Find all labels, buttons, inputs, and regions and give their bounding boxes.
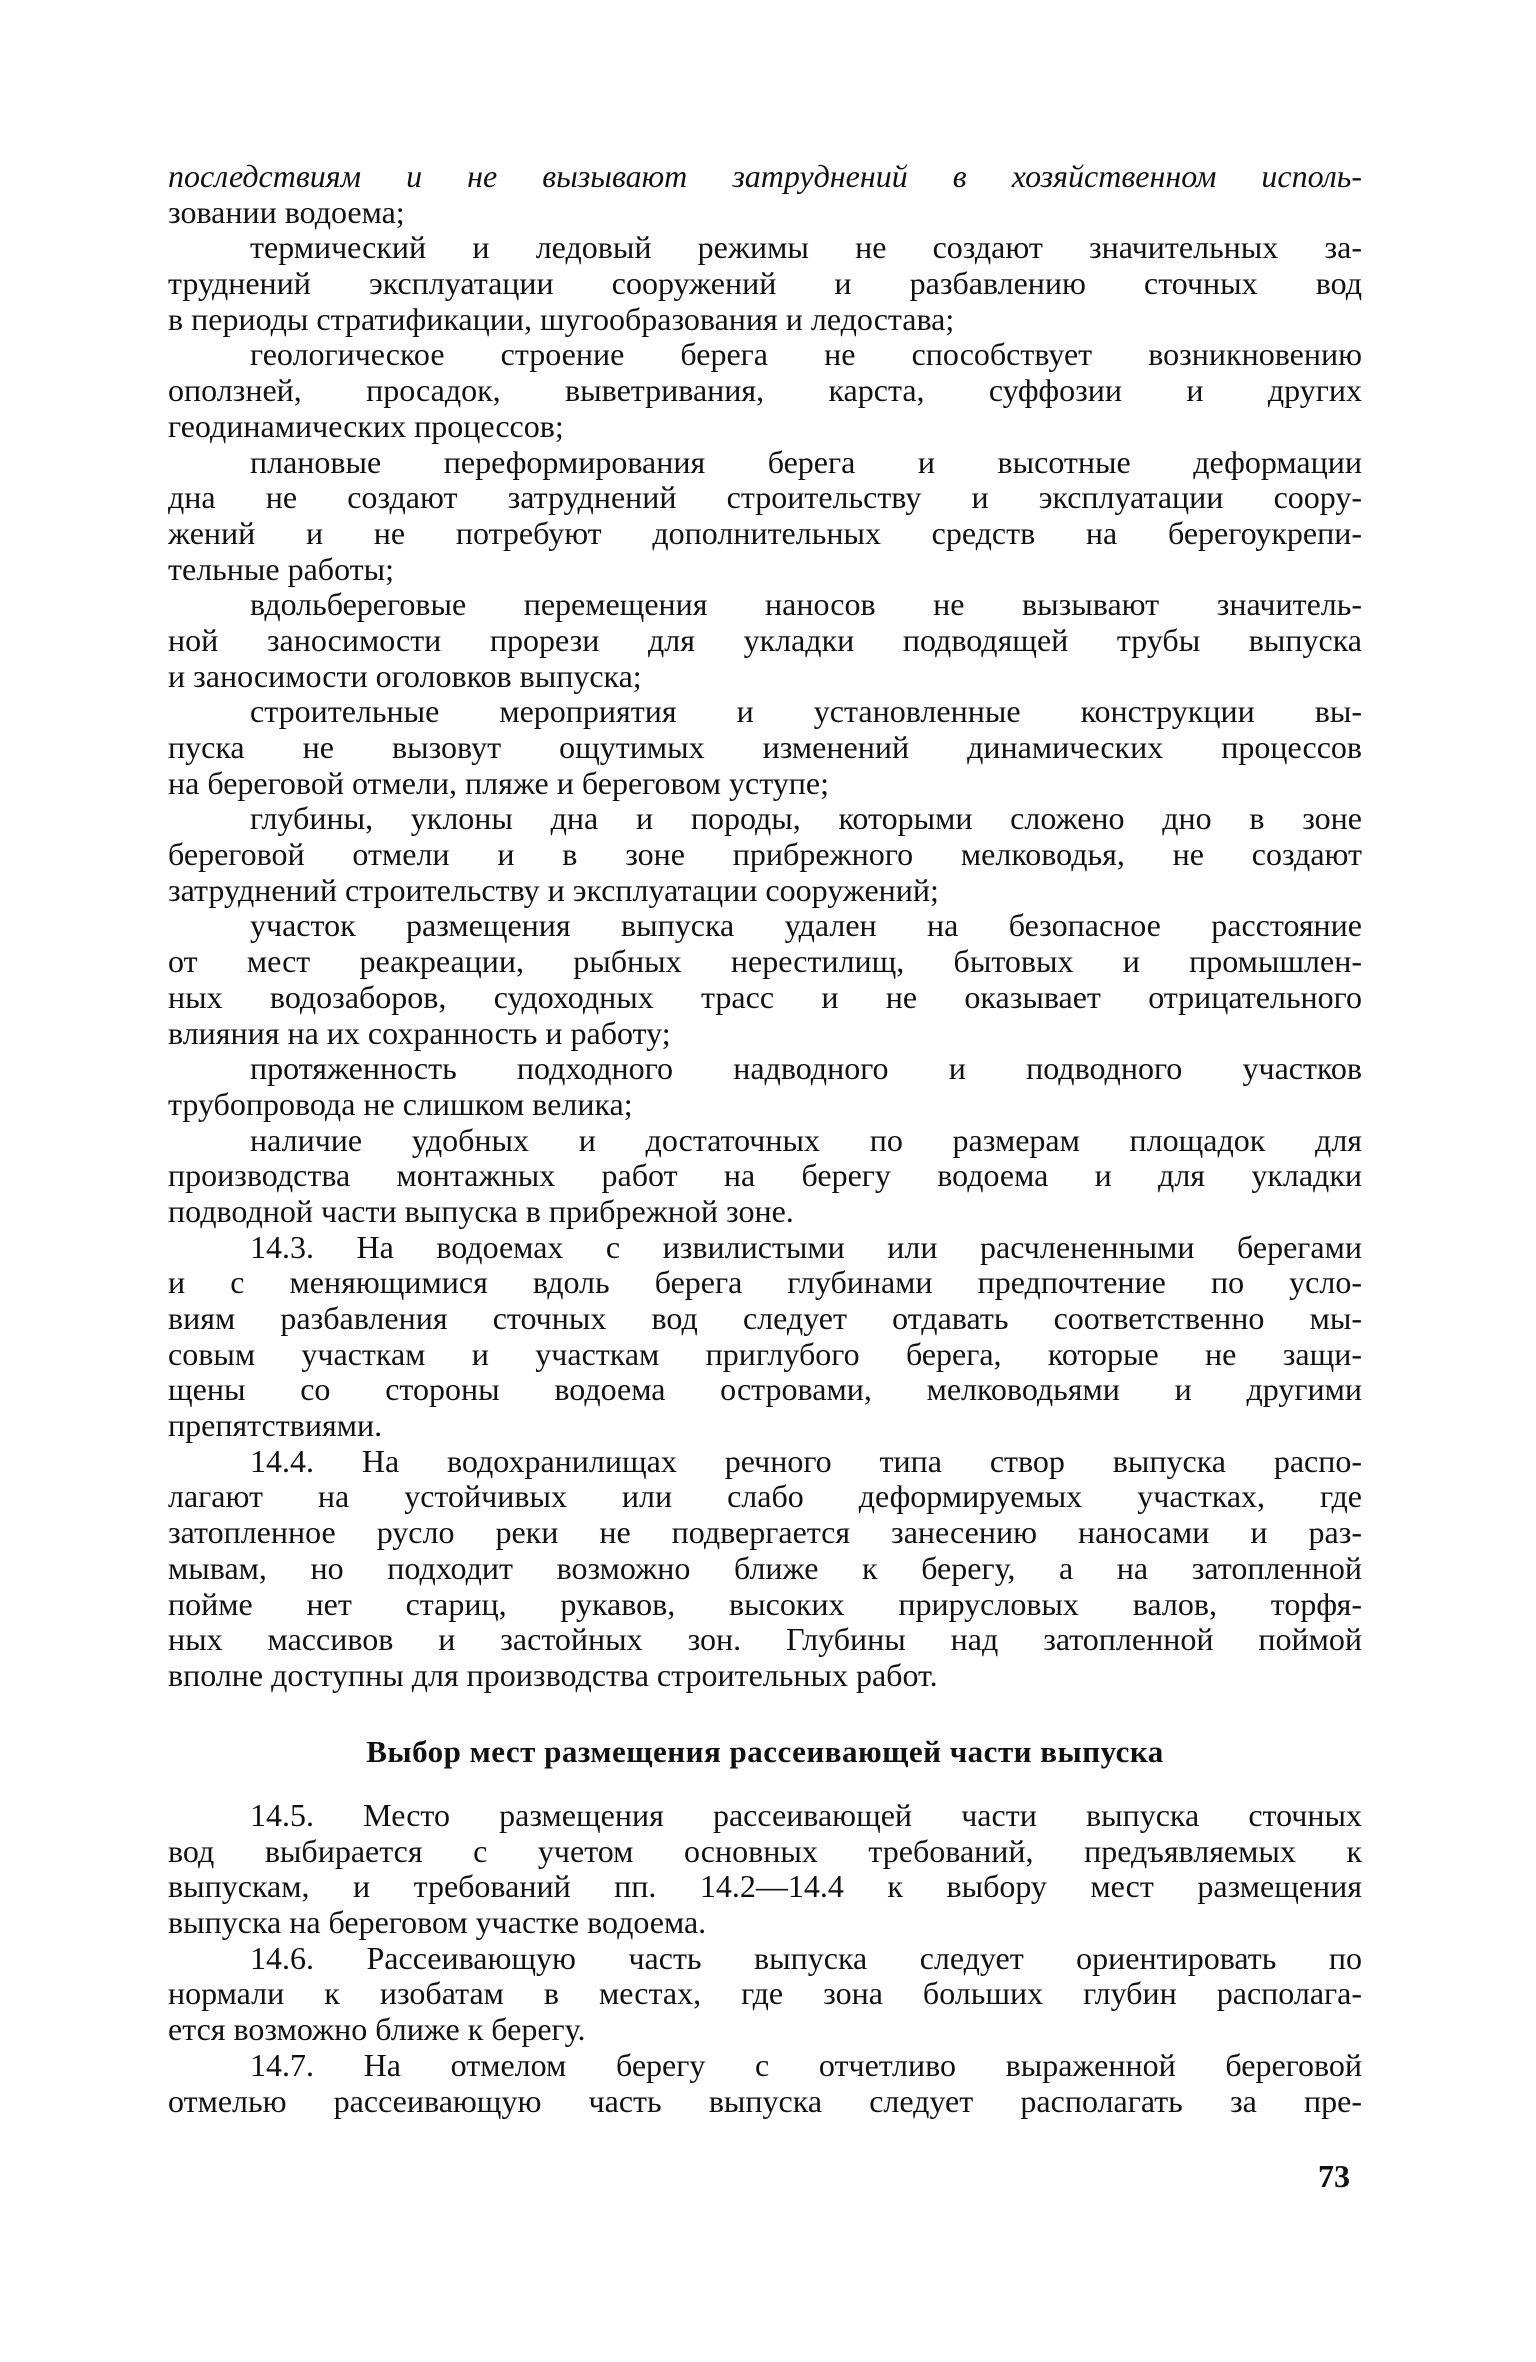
paragraph [168,2048,1362,2119]
text-line: дна не создают затруднений строительству и эксплуатации соору- [168,480,1362,516]
text-line: пуска не вызовут ощутимых изменений динамических процессов [168,730,1362,765]
text-line: в периоды стратификации, шугообразования и ледостава; [168,301,955,337]
text-line: протяженность подходного надводного и подводного участков [250,1051,1362,1087]
text-line: плановые переформирования берега и высотные деформации [250,444,1362,480]
paragraph [168,445,1362,588]
text-line: трубопровода не слишком велика; [168,1086,633,1122]
text-line: 14.5. Место размещения рассеивающей части выпуска сточных [250,1798,1362,1833]
paragraph [168,1051,1362,1122]
text-line: труднений эксплуатации сооружений и разбавлению сточных вод [168,266,1362,302]
paragraph [168,1798,1362,1941]
text-line: геодинамических процессов; [168,408,564,444]
text-line: 14.7. На отмелом берегу с отчетливо выраженной береговой [250,2047,1362,2083]
text-line: мывам, но подходит возможно ближе к берегу, а на затопленной [168,1550,1362,1586]
paragraph [168,159,1362,230]
text-line: оползней, просадок, выветривания, карста, суффозии и других [168,373,1362,409]
text-line: вдольбереговые перемещения наносов не вызывают значитель- [250,587,1362,623]
paragraph [168,1123,1362,1230]
text-line: виям разбавления сточных вод следует отдавать соответственно мы- [168,1301,1362,1336]
text-line: подводной части выпуска в прибрежной зоне. [168,1193,794,1229]
text-line: жений и не потребуют дополнительных средств на берегоукрепи- [168,515,1362,551]
paragraph [168,230,1362,337]
text-line: термический и ледовый режимы не создают значительных за- [250,230,1362,266]
text-line: последствиям и не вызывают затруднений в хозяйственном исполь- [168,159,1362,194]
text-line: вод выбирается с учетом основных требований, предъявляемых к [168,1833,1362,1869]
text-line: участок размещения выпуска удален на безопасное расстояние [250,908,1362,944]
text-line: зовании водоема; [168,194,405,230]
text-line: на береговой отмели, пляже и береговом уступе; [168,765,829,801]
text-line: лагают на устойчивых или слабо деформируемых участках, где [168,1479,1362,1515]
text-line: влияния на их сохранность и работу; [168,1015,671,1051]
text-line: 14.6. Рассеивающую часть выпуска следует ориентировать по [250,1940,1362,1976]
text-line: нормали к изобатам в местах, где зона больших глубин располага- [168,1976,1362,2012]
text-line: препятствиями. [168,1408,383,1444]
text-line: 14.3. На водоемах с извилистыми или расчлененными берегами [250,1229,1362,1265]
text-line: ется возможно ближе к берегу. [168,2012,586,2048]
paragraph [168,801,1362,908]
text-line: ных водозаборов, судоходных трасс и не оказывает отрицательного [168,979,1362,1015]
text-line: геологическое строение берега не способствует возникновению [250,337,1362,373]
text-line: вполне доступны для производства строительных работ. [168,1657,938,1693]
paragraph [168,908,1362,1051]
text-line: строительные мероприятия и установленные конструкции вы- [250,694,1362,730]
text-line: ной заносимости прорези для укладки подводящей трубы выпуска [168,622,1362,658]
text-line: наличие удобных и достаточных по размерам площадок для [250,1122,1362,1158]
text-block-bottom [168,1798,1362,2119]
text-line: выпускам, и требований пп. 14.2—14.4 к выбору мест размещения [168,1869,1362,1905]
page-number: 73 [1318,2158,1350,2194]
text-line: от мест реакреации, рыбных нерестилищ, бытовых и промышлен- [168,944,1362,980]
paragraph [168,337,1362,444]
text-line: береговой отмели и в зоне прибрежного мелководья, не создают [168,837,1362,873]
text-line: щены со стороны водоема островами, мелководьями и другими [168,1372,1362,1408]
text-line: и заносимости оголовков выпуска; [168,658,642,694]
paragraph [168,1444,1362,1694]
text-line: совым участкам и участкам приглубого берега, которые не защи- [168,1336,1362,1372]
paragraph [168,1941,1362,2048]
text-line: производства монтажных работ на берегу водоема и для укладки [168,1158,1362,1194]
text-line: пойме нет стариц, рукавов, высоких прирусловых валов, торфя- [168,1586,1362,1622]
paragraph [168,694,1362,801]
paragraph [168,587,1362,694]
text-line: глубины, уклоны дна и породы, которыми сложено дно в зоне [250,801,1362,837]
section-heading: Выбор мест размещения рассеивающей части выпуска [366,1734,1164,1769]
text-line: и с меняющимися вдоль берега глубинами предпочтение по усло- [168,1265,1362,1301]
text-line: отмелью рассеивающую часть выпуска следует располагать за пре- [168,2083,1362,2119]
paragraph [168,1230,1362,1444]
text-line: затопленное русло реки не подвергается занесению наносами и раз- [168,1515,1362,1551]
text-line: выпуска на береговом участке водоема. [168,1905,707,1941]
text-line: 14.4. На водохранилищах речного типа створ выпуска распо- [250,1443,1362,1479]
text-line: затруднений строительству и эксплуатации сооружений; [168,872,939,908]
text-line: ных массивов и застойных зон. Глубины над затопленной поймой [168,1622,1362,1658]
text-line: тельные работы; [168,551,395,587]
text-block-top [168,159,1362,1694]
